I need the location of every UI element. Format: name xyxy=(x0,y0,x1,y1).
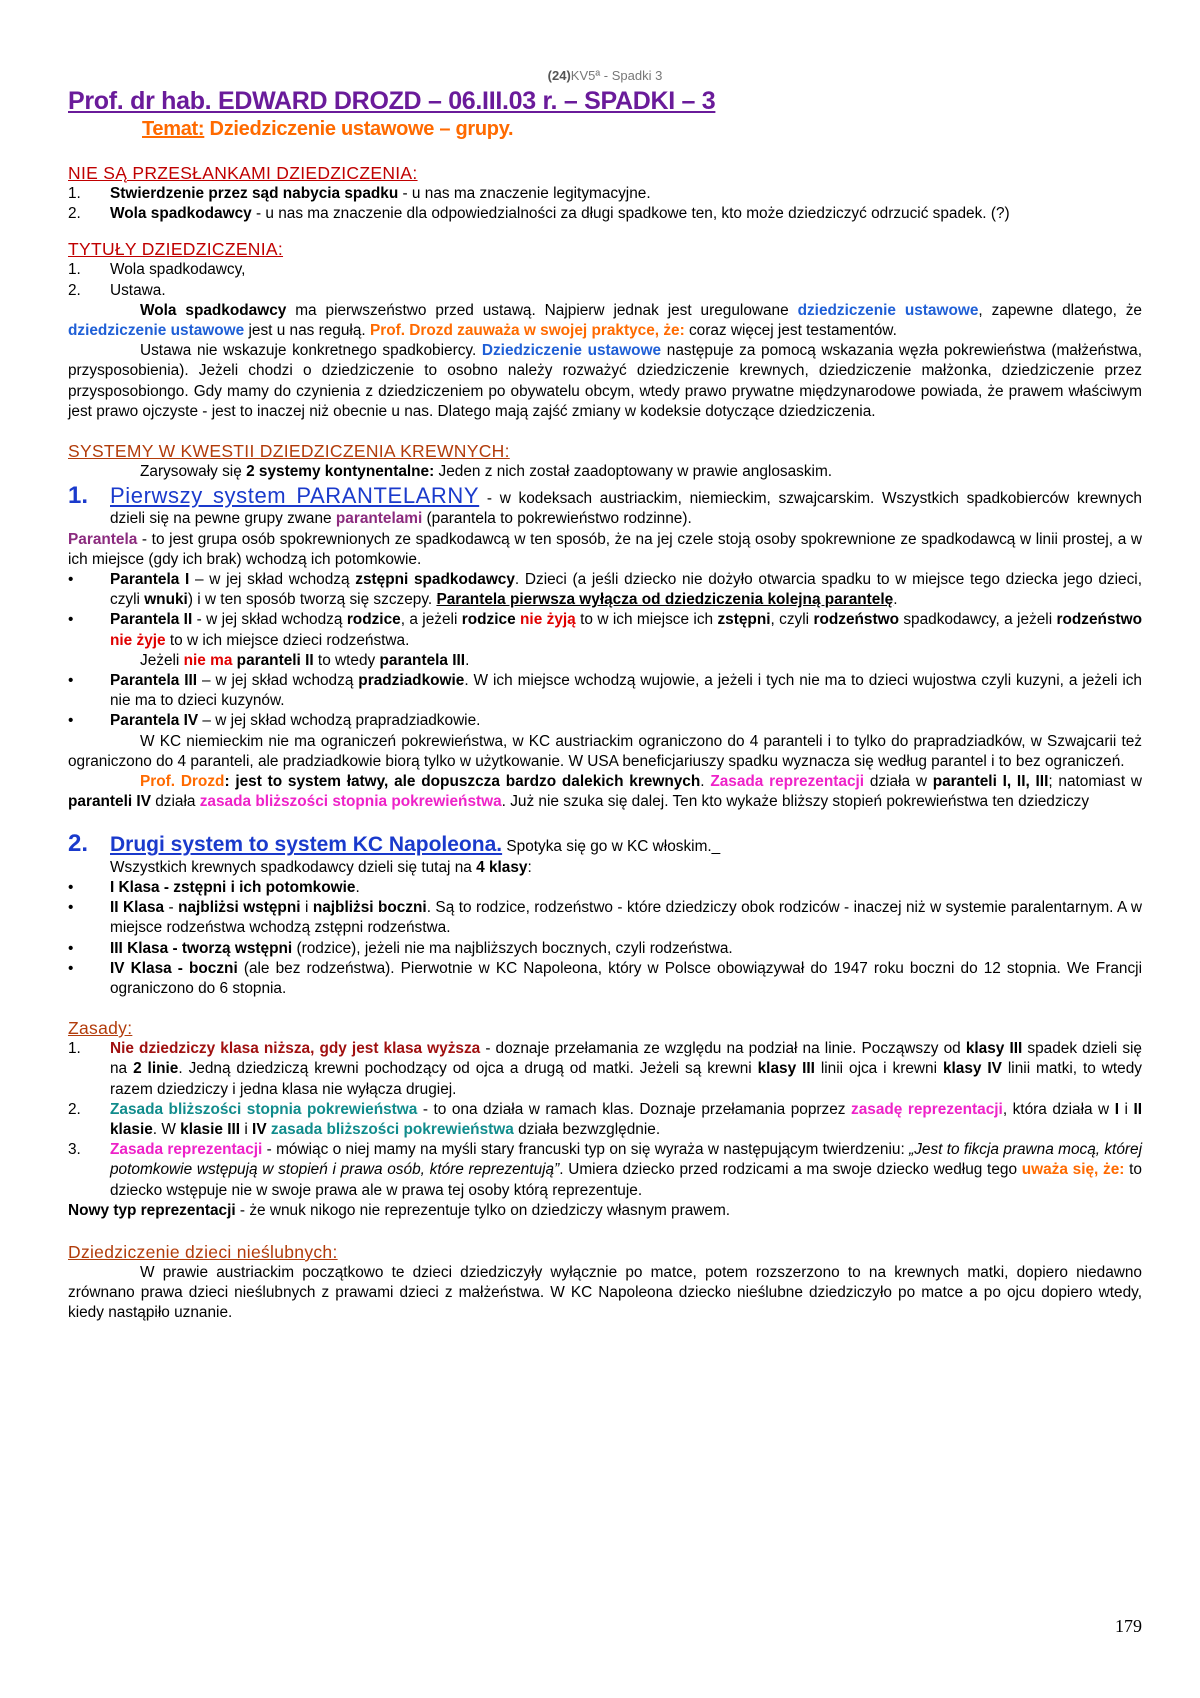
subtitle-text: Dziedziczenie ustawowe – grupy. xyxy=(204,118,514,140)
list-text xyxy=(110,204,1142,224)
document-subtitle xyxy=(142,116,1142,142)
bullet-text xyxy=(110,711,1142,731)
header-running-title: Spadki 3 xyxy=(611,68,663,83)
list-term: Stwierdzenie przez sąd nabycia spadku xyxy=(110,185,399,202)
heading-nie-sa-przeslankami: NIE SĄ PRZESŁANKAMI DZIEDZICZENIA: xyxy=(68,163,418,183)
list-term: Wola spadkodawcy xyxy=(110,205,252,223)
list-item xyxy=(68,1039,1142,1100)
text: . xyxy=(465,651,470,669)
text: to w ich miejsce ich xyxy=(575,611,718,629)
bullet-text xyxy=(110,898,1142,938)
text: Ustawa nie wskazuje konkretnego spadkobiercy. xyxy=(140,342,482,360)
text: - to ona działa w ramach klas. Doznaje przełamania poprzez xyxy=(417,1100,851,1118)
text: następuje za pomocą wskazania węzła pokrewieństwa (małżeństwa, przysposobienia). Jeżeli chodzi o dziedziczenie to osobno należy rozważyć dziedziczenie krewnych, dziedziczenie małżonka, dziedziczenie przez przysposobiongo. Gdy mamy do czynienia z dziedziczeniem po obywatelu obcym, wtedy prawo prywatne międzynarodowe powiada, że prawem właściwym jest prawo ojczyste - jest to inaczej niż obecnie u nas. Dlatego mają zajść zmiany w kodeksie dotyczące dziedziczenia. xyxy=(68,342,1142,420)
text: jest u nas regułą. xyxy=(244,322,370,340)
text: . Jedną dziedziczą krewni pochodzący od ojca a drugą od matki. Jeżeli są krewni xyxy=(178,1060,758,1078)
term: parantelami xyxy=(335,510,423,528)
term: nie żyje xyxy=(110,631,166,649)
term: pradziadkowie xyxy=(358,672,465,690)
term: Nie dziedziczy klasa niższa, gdy jest klasa wyższa xyxy=(110,1040,481,1058)
term: zasada bliższości pokrewieństwa xyxy=(270,1120,514,1138)
text: spadkodawcy, a jeżeli xyxy=(898,611,1057,629)
paragraph-dzieci-nieslubne: W prawie austriackim początkowo te dzieci dziedziczyły wyłącznie po matce, potem rozszerzono to na krewnych matki, dopiero niedawno zrównano prawa dzieci nieślubnych z prawami dzieci z małżeństwa. W KC Napoleona dziecko nieślubne dziedziczyło po matce a po ojcu dopiero wtedy, kiedy nastąpiło uznanie. xyxy=(68,1263,1142,1322)
list-text: Wola spadkodawcy, xyxy=(110,261,246,279)
term: Parantela III xyxy=(110,672,198,690)
list-text xyxy=(110,1039,1142,1100)
paragraph-wola-spadkodawcy xyxy=(68,301,1142,341)
list-text xyxy=(110,1100,1142,1140)
term: parantela III xyxy=(379,651,466,669)
term: IV Klasa - boczni xyxy=(110,959,238,977)
list-item xyxy=(68,204,1142,224)
bullet-icon: • xyxy=(68,571,74,589)
term: 2 systemy kontynentalne: xyxy=(246,463,435,481)
text: - że wnuk nikogo nie reprezentuje tylko on dziedziczy własnym prawem. xyxy=(235,1201,731,1219)
system-1-heading xyxy=(68,482,1142,529)
term: wnuki xyxy=(144,591,188,609)
list-text xyxy=(110,184,1142,204)
list-rest: - u nas ma znaczenie legitymacyjne. xyxy=(398,185,651,202)
text: . W xyxy=(152,1120,181,1138)
list-item xyxy=(68,260,1142,280)
paragraph-intro xyxy=(68,462,1142,482)
bullet-text xyxy=(110,939,1142,959)
bullet-item xyxy=(68,570,1142,610)
term: I xyxy=(1114,1100,1119,1118)
text: linii ojca i krewni xyxy=(814,1060,943,1078)
text: , czyli xyxy=(770,611,814,629)
term: rodzice xyxy=(461,611,516,629)
term: klasy III xyxy=(757,1060,815,1078)
text: Spotyka się go w KC włoskim. xyxy=(502,838,712,856)
text: ; natomiast w xyxy=(1048,773,1143,791)
term: II klasie xyxy=(110,1100,1142,1138)
term: zstępni xyxy=(717,611,771,629)
heading-zasady: Zasady: xyxy=(68,1018,133,1039)
term: Parantela IV xyxy=(110,712,199,730)
text: . xyxy=(355,878,360,896)
note: Prof. Drozd zauważa w swojej praktyce, że: xyxy=(369,322,685,340)
text: - w jej skład wchodzą xyxy=(192,611,347,629)
text: . Są to rodzice, rodzeństwo - które dziedziczy obok rodziców - inaczej niż w systemie paralentarnym. A w miejsce rodzeństwa wchodzą zstępni rodzeństwa. xyxy=(110,899,1142,937)
text: i xyxy=(240,1120,253,1138)
subtitle-label: Temat: xyxy=(142,118,205,140)
bullet-item xyxy=(68,711,1142,731)
list-number: 2. xyxy=(68,1100,81,1118)
term: nie żyją xyxy=(520,611,576,629)
bullet-icon: • xyxy=(68,672,74,690)
term: paranteli II xyxy=(236,651,314,669)
text: _ xyxy=(711,838,721,856)
text: . xyxy=(893,591,898,609)
text: - xyxy=(164,899,179,917)
list-text: Ustawa. xyxy=(110,281,166,299)
list-item xyxy=(68,1100,1142,1140)
paragraph-parantela-definition xyxy=(68,530,1142,570)
system-number: 1. xyxy=(68,482,89,510)
text: coraz więcej jest testamentów. xyxy=(684,322,897,340)
list-item xyxy=(68,281,1142,301)
term: paranteli I, II, III xyxy=(932,773,1049,791)
text: , zapewne dlatego, że xyxy=(978,301,1142,319)
term: klasy IV xyxy=(942,1060,1002,1078)
text: to dziecko wstępuje nie w swoje prawa ale w prawa tej osoby którą reprezentuje. xyxy=(110,1161,1142,1199)
bullet-item xyxy=(68,610,1142,650)
text: Jeden z nich został zaadoptowany w prawie anglosaskim. xyxy=(434,463,833,481)
text: - mówiąc o niej mamy na myśli stary francuski typ on się wyraża w następującym twierdzeniu: xyxy=(262,1141,910,1159)
page-number: 179 xyxy=(1115,1616,1142,1636)
term: rodzeństwo xyxy=(1056,611,1143,629)
list-item xyxy=(68,184,1142,204)
text: . Już nie szuka się dalej. Ten kto wykaże bliższy stopień pokrewieństwa ten dziedziczy xyxy=(501,793,1090,811)
heading-dzieci-nieslubne: Dziedziczenie dzieci nieślubnych: xyxy=(68,1241,338,1262)
bullet-icon: • xyxy=(68,939,74,957)
bullet-item xyxy=(68,671,1142,711)
bullet-icon: • xyxy=(68,878,74,896)
text: - doznaje przełamania ze względu na podział na linie. Począwszy od xyxy=(480,1040,966,1058)
term: Zasada bliższości stopnia pokrewieństwa xyxy=(110,1100,418,1118)
term: : jest to system łatwy, ale dopuszcza bardzo dalekich krewnych xyxy=(224,773,701,791)
heading-tytuly-dziedziczenia: TYTUŁY DZIEDZICZENIA: xyxy=(68,239,284,260)
bullet-item xyxy=(68,939,1142,959)
system-title: Pierwszy system PARANTELARNY xyxy=(110,483,480,509)
system-2-heading xyxy=(68,830,1142,858)
bullet-icon: • xyxy=(68,959,74,977)
term: dziedziczenie ustawowe xyxy=(797,301,979,319)
running-header xyxy=(68,68,1142,84)
text: linii matki, to wtedy razem dziedziczy i jedna klasa nie wyłącza drugiej. xyxy=(110,1060,1142,1098)
term: Parantela II xyxy=(110,611,193,629)
list-number: 1. xyxy=(68,185,81,202)
header-separator: - xyxy=(600,68,612,83)
list-item xyxy=(68,1140,1142,1201)
term: 2 linie xyxy=(133,1060,179,1078)
bullet-item xyxy=(68,959,1142,999)
text: to wtedy xyxy=(313,651,380,669)
list-number: 2. xyxy=(68,205,81,223)
text: Zarysowały się xyxy=(140,463,247,481)
bullet-icon: • xyxy=(68,611,74,629)
note: uważa się, że: xyxy=(1021,1161,1125,1179)
quote: „Jest to fikcja prawna mocą, której potomkowie wstępują w stopień i prawa osób, które reprezentują” xyxy=(110,1141,1142,1179)
text: Wszystkich krewnych spadkodawcy dzieli się tutaj na xyxy=(110,858,477,876)
note: Prof. Drozd xyxy=(140,773,225,791)
term: rodzice xyxy=(346,611,401,629)
text: – w jej skład wchodzą prapradziadkowie. xyxy=(198,712,481,730)
list-text xyxy=(110,1140,1142,1201)
bullet-item xyxy=(68,898,1142,938)
term: najbliżsi wstępni xyxy=(178,899,301,917)
text: . Dzieci (a jeśli dziecko nie dożyło otwarcia spadku to w miejsce tego dziecka jego dzieci, czyli xyxy=(110,571,1142,609)
text: , a jeżeli xyxy=(400,611,462,629)
paragraph-ustawa xyxy=(68,341,1142,422)
term: nie ma xyxy=(183,651,233,669)
text: spadek dzieli się na xyxy=(110,1040,1142,1078)
term: Parantela xyxy=(68,530,138,548)
term: zasada bliższości stopnia pokrewieństwa xyxy=(199,793,502,811)
text: . Umiera dziecko przed rodzicami a ma swoje dziecko według tego xyxy=(559,1161,1022,1179)
paragraph-nowy-typ xyxy=(68,1201,1142,1221)
system-1-text xyxy=(110,483,1142,529)
term: II Klasa xyxy=(110,899,165,917)
term: dziedziczenie ustawowe xyxy=(68,322,245,340)
system-title: Drugi system to system KC Napoleona. xyxy=(110,833,503,857)
text: i xyxy=(300,899,313,917)
text: Jeżeli xyxy=(140,651,184,669)
text: – w jej skład wchodzą xyxy=(197,672,359,690)
term: Dziedziczenie ustawowe xyxy=(481,342,662,360)
term: zasadę reprezentacji xyxy=(851,1100,1003,1118)
term: klasy III xyxy=(965,1040,1023,1058)
term: I Klasa - zstępni i ich potomkowie xyxy=(110,878,356,896)
text: , która działa w xyxy=(1002,1100,1115,1118)
document-page xyxy=(68,68,1142,1324)
term: Parantela pierwsza wyłącza od dziedziczenia kolejną parantelę xyxy=(436,591,894,609)
text: (ale bez rodzeństwa). Pierwotnie w KC Napoleona, który w Polsce obowiązywał do 1947 roku boczni do 12 stopnia. We Francji ograniczono do 6 stopnia. xyxy=(110,959,1142,997)
bullet-text xyxy=(110,570,1142,610)
term: rodzeństwo xyxy=(813,611,899,629)
term: 4 klasy xyxy=(476,858,528,876)
bullet-text xyxy=(110,610,1142,650)
header-mark: KV5ª xyxy=(570,68,601,83)
bullet-item xyxy=(68,878,1142,898)
heading-systemy: SYSTEMY W KWESTII DZIEDZICZENIA KREWNYCH: xyxy=(68,441,510,462)
paragraph-jezeli xyxy=(110,651,1142,671)
list-rest: - u nas ma znaczenie dla odpowiedzialności za długi spadkowe ten, kto może dziedziczyć odrzucić spadek. (?) xyxy=(251,205,1010,223)
term: Nowy typ reprezentacji xyxy=(68,1201,236,1219)
bullet-icon: • xyxy=(68,899,74,917)
text: . xyxy=(700,773,711,791)
term: Wola spadkodawcy xyxy=(140,301,287,319)
term: III Klasa - tworzą wstępni xyxy=(110,939,293,957)
term: paranteli IV xyxy=(68,793,151,811)
text: działa xyxy=(150,793,200,811)
text: (parantela to pokrewieństwo rodzinne). xyxy=(422,510,692,528)
text: działa bezwzględnie. xyxy=(513,1120,661,1138)
term: klasie III xyxy=(180,1120,241,1138)
text: - w kodeksach austriackim, niemieckim, szwajcarskim. Wszystkich spadkobierców krewnych dzieli się na pewne grupy zwane xyxy=(110,490,1142,528)
system-number: 2. xyxy=(68,830,89,858)
text: to w ich miejsce dzieci rodzeństwa. xyxy=(165,631,410,649)
bullet-text xyxy=(110,671,1142,711)
term: najbliżsi boczni xyxy=(312,899,427,917)
system-2-text xyxy=(110,835,1142,857)
text: – w jej skład wchodzą xyxy=(189,571,356,589)
text: działa w xyxy=(864,773,933,791)
term: Parantela I xyxy=(110,571,190,589)
text: (rodzice), jeżeli nie ma najbliższych bocznych, czyli rodzeństwa. xyxy=(292,939,733,957)
paragraph-kc: W KC niemieckim nie ma ograniczeń pokrewieństwa, w KC austriackim ograniczono do 4 paranteli i to tylko do prapradziadków, w Szwajcarii też ograniczono do 4 paranteli, ale pradziadkowie biorą tylko w użytkowanie. W USA beneficjariuszy spadku wyznacza się według parantel i to bez ograniczeń. xyxy=(68,732,1142,770)
paragraph-prof-drozd xyxy=(68,772,1142,812)
term: Zasada reprezentacji xyxy=(710,773,865,791)
list-number: 2. xyxy=(68,281,81,299)
text: i xyxy=(1118,1100,1134,1118)
text: . W ich miejsce wchodzą wujowie, a jeżeli i tych nie ma to dzieci wujostwa czyli kuzyni, a jeżeli ich nie ma to dzieci kuzynów. xyxy=(110,672,1142,710)
list-number: 1. xyxy=(68,261,81,279)
text: : xyxy=(527,858,532,876)
list-number: 1. xyxy=(68,1040,81,1058)
document-title: Prof. dr hab. EDWARD DROZD – 06.III.03 r. – SPADKI – 3 xyxy=(68,87,716,115)
paragraph-klasy-intro xyxy=(110,858,1142,878)
bullet-icon: • xyxy=(68,712,74,730)
list-number: 3. xyxy=(68,1141,81,1159)
text: - to jest grupa osób spokrewnionych ze spadkodawcą w ten sposób, że na jej czele stoją osoby spokrewnione ze spadkodawcą w linii prostej, a w ich miejsce (gdy ich brak) wchodzą ich potomkowie. xyxy=(68,530,1142,568)
term: zstępni spadkodawcy xyxy=(355,571,515,589)
header-code: (24) xyxy=(547,68,571,83)
text: ma pierwszeństwo przed ustawą. Najpierw jednak jest uregulowane xyxy=(286,301,798,319)
term: IV xyxy=(252,1120,267,1138)
bullet-text xyxy=(110,878,1142,898)
bullet-text xyxy=(110,959,1142,999)
text: ) i w ten sposób tworzą się szczepy. xyxy=(187,591,437,609)
term: Zasada reprezentacji xyxy=(110,1141,263,1159)
